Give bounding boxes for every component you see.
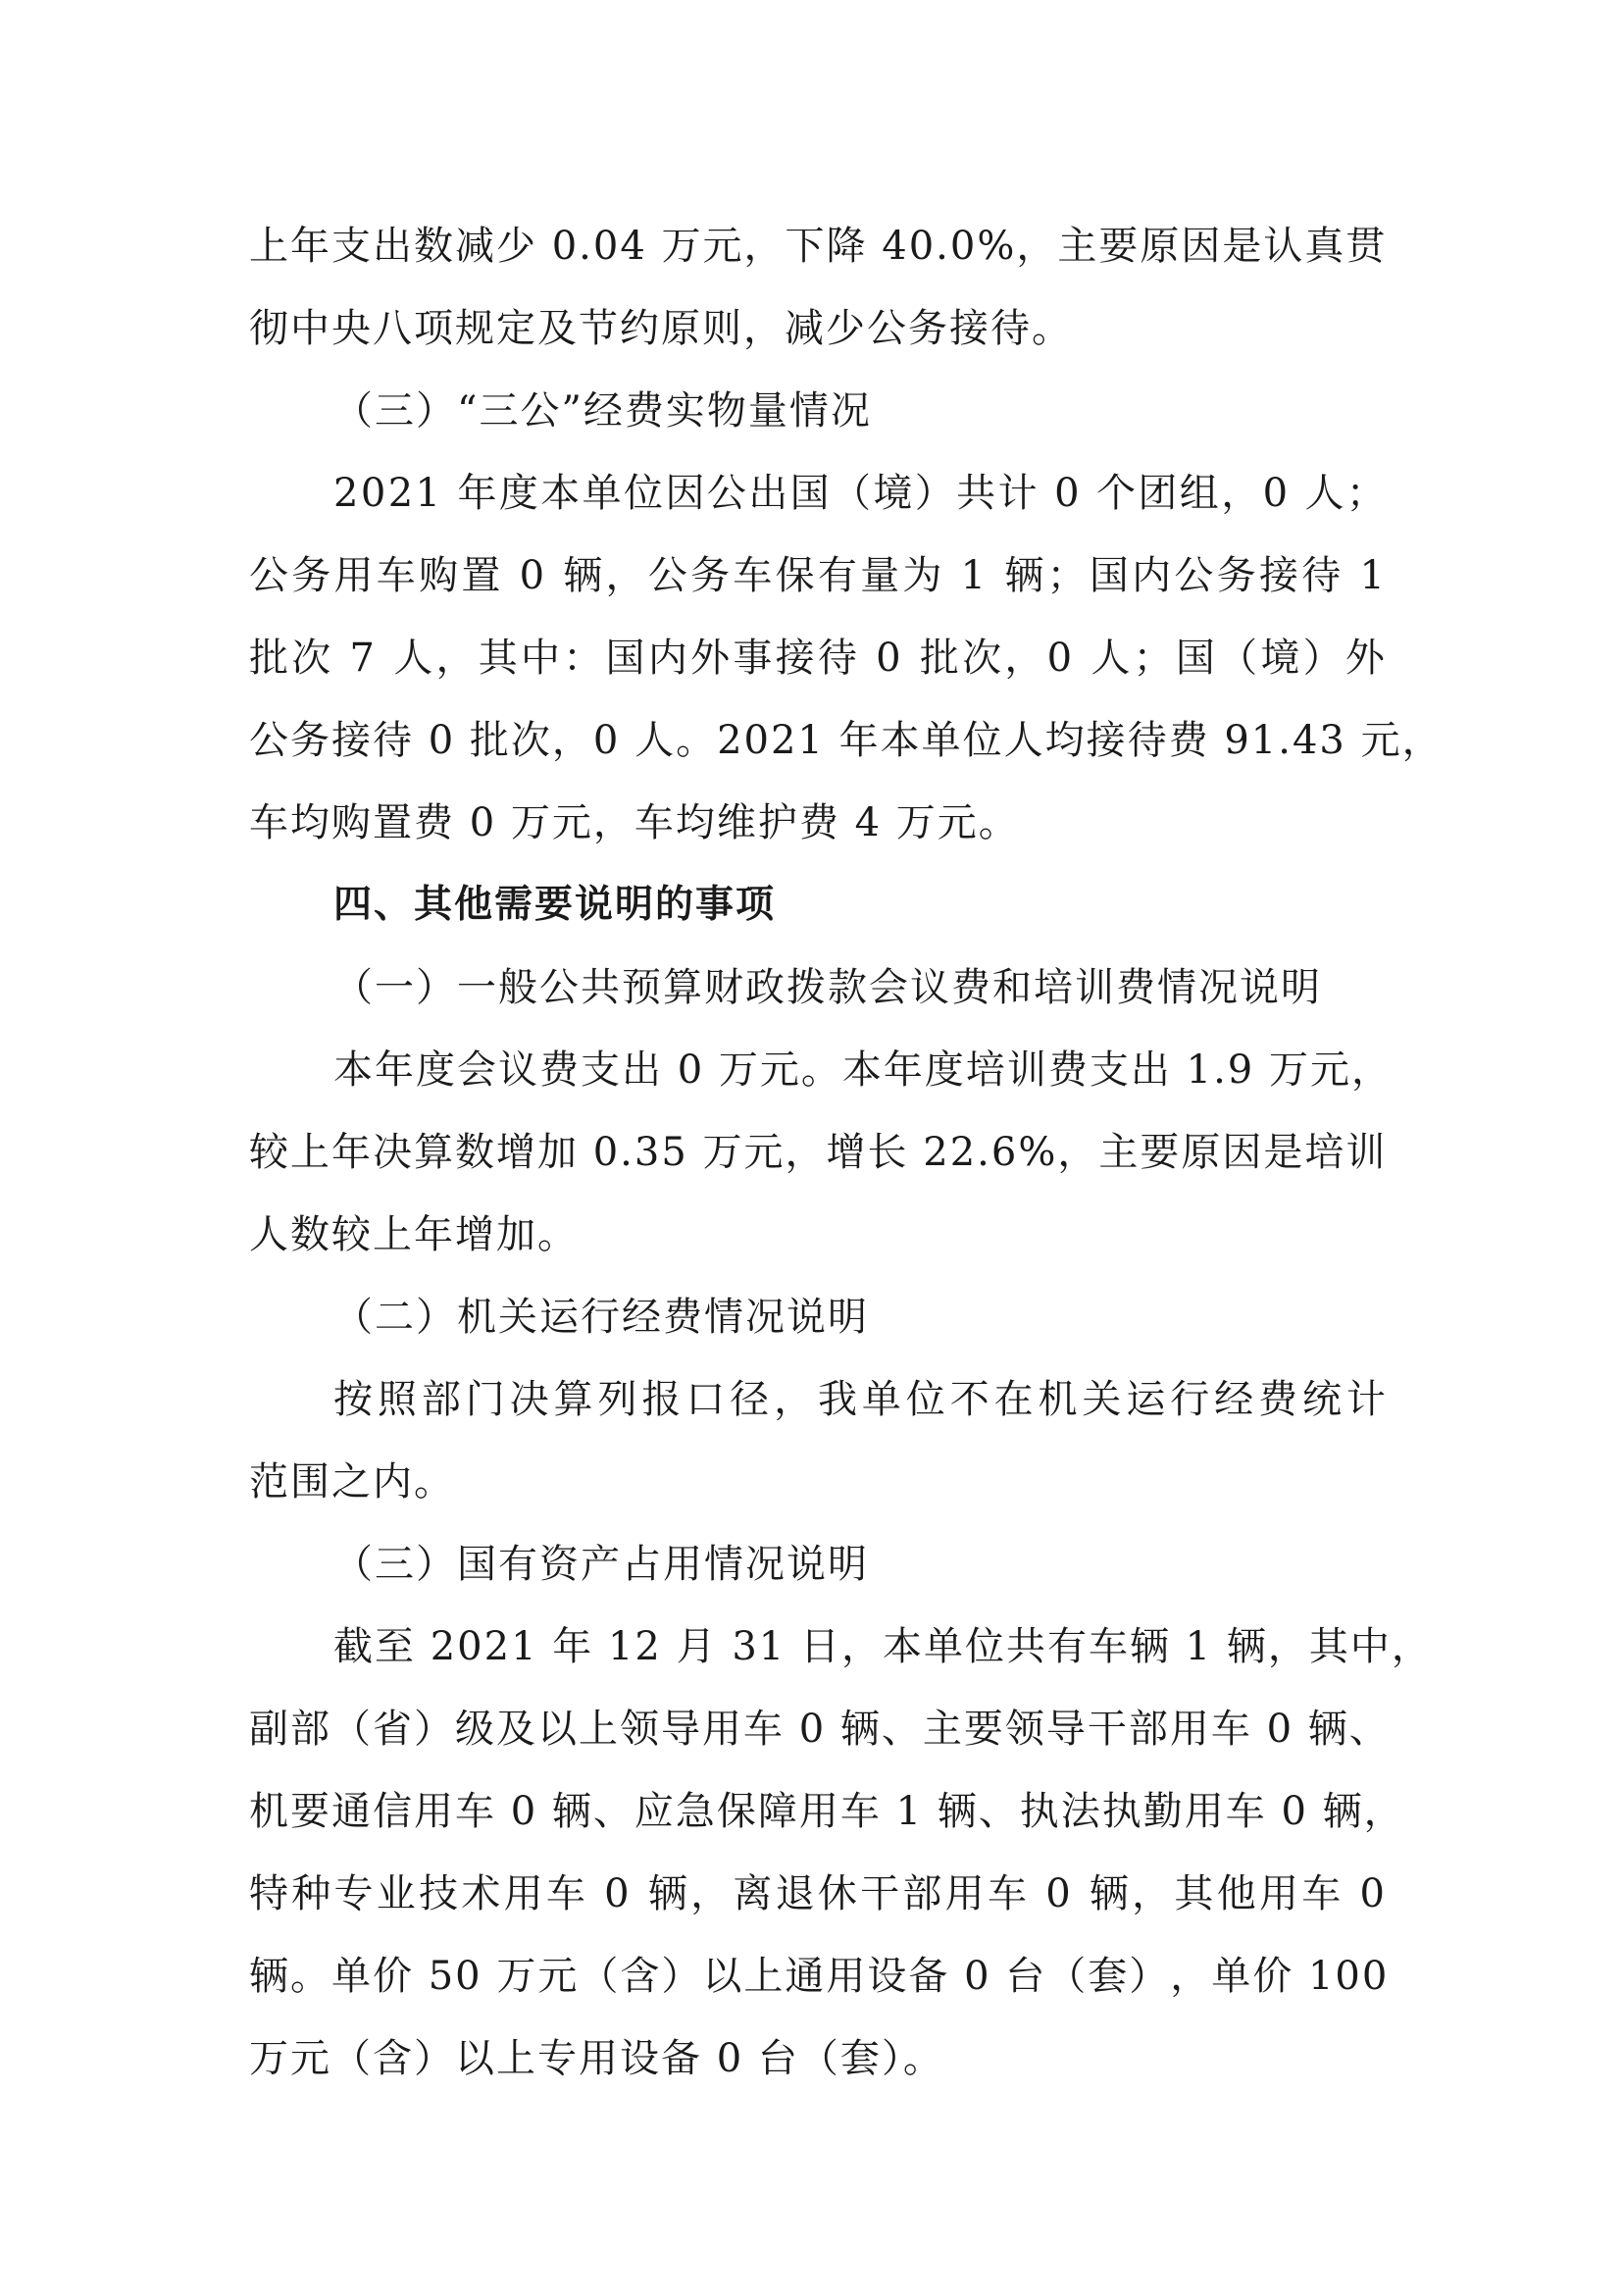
text-line: 截 至 2 0 2 1 年 1 2 月 3 1 日 ， 本 单 位 共 有 车 辆 1 辆 ， 其 中 ， [333,1624,1433,1669]
text-line: 本 年 度 会 议 费 支 出 0 万 元 。 本 年 度 培 训 费 支 出 1 . 9 万 元 ， [333,1047,1393,1093]
text-line: 范围之内。 [249,1459,455,1505]
text-line: 公 务 接 待 0 批 次 ， 0 人 。 2 0 2 1 年 本 单 位 人 均 接 待 费 9 1 . 4 3 元 ， [249,718,1444,763]
text-line: 较 上 年 决 算 数 增 加 0 . 3 5 万 元 ， 增 长 2 2 . 6 % ， 主 要 原 因 是 培 训 [249,1130,1388,1175]
chapter-heading: 四、其他需要说明的事项 [333,883,777,927]
text-line: 公 务 用 车 购 置 0 辆 ， 公 务 车 保 有 量 为 1 辆 ； 国 内 公 务 接 待 1 [249,553,1387,598]
section-heading: （三）国有资产占用情况说明 [333,1542,869,1587]
text-line: 彻中央八项规定及节约原则，减少公务接待。 [249,306,1073,351]
text-line: 2 0 2 1 年 度 本 单 位 因 公 出 国 （ 境 ） 共 计 0 个 团 组 ， 0 人 ； [333,471,1388,516]
text-line: 批 次 7 人 ， 其 中 ： 国 内 外 事 接 待 0 批 次 ， 0 人 ； 国 （ 境 ） 外 [249,636,1387,681]
text-line: 人数较上年增加。 [249,1212,579,1257]
text-line: 机 要 通 信 用 车 0 辆 、 应 急 保 障 用 车 1 辆 、 执 法 执 勤 用 车 0 辆 ， [249,1789,1405,1834]
text-line: 特 种 专 业 技 术 用 车 0 辆 ， 离 退 休 干 部 用 车 0 辆 ， 其 他 用 车 0 [249,1871,1387,1916]
text-line: 副 部 （ 省 ） 级 及 以 上 领 导 用 车 0 辆 、 主 要 领 导 干 部 用 车 0 辆 、 [249,1707,1391,1752]
section-heading: （二）机关运行经费情况说明 [333,1295,869,1340]
text-line: 按 照 部 门 决 算 列 报 口 径 ， 我 单 位 不 在 机 关 运 行 经 费 统 计 [333,1377,1388,1422]
text-line: 上 年 支 出 数 减 少 0 . 0 4 万 元 ， 下 降 4 0 . 0 % ， 主 要 原 因 是 认 真 贯 [249,224,1388,269]
text-line: 车均购置费 0 万元，车均维护费 4 万元。 [249,800,1020,845]
text-line: 辆 。 单 价 5 0 万 元 （ 含 ） 以 上 通 用 设 备 0 台 （ 套 ） ， 单 价 1 0 0 [249,1954,1390,1999]
section-heading: （三）“三公”经费实物量情况 [333,388,872,434]
text-line: 万元（含）以上专用设备 0 台（套）。 [249,2036,944,2081]
section-heading: （一）一般公共预算财政拨款会议费和培训费情况说明 [333,965,1322,1010]
